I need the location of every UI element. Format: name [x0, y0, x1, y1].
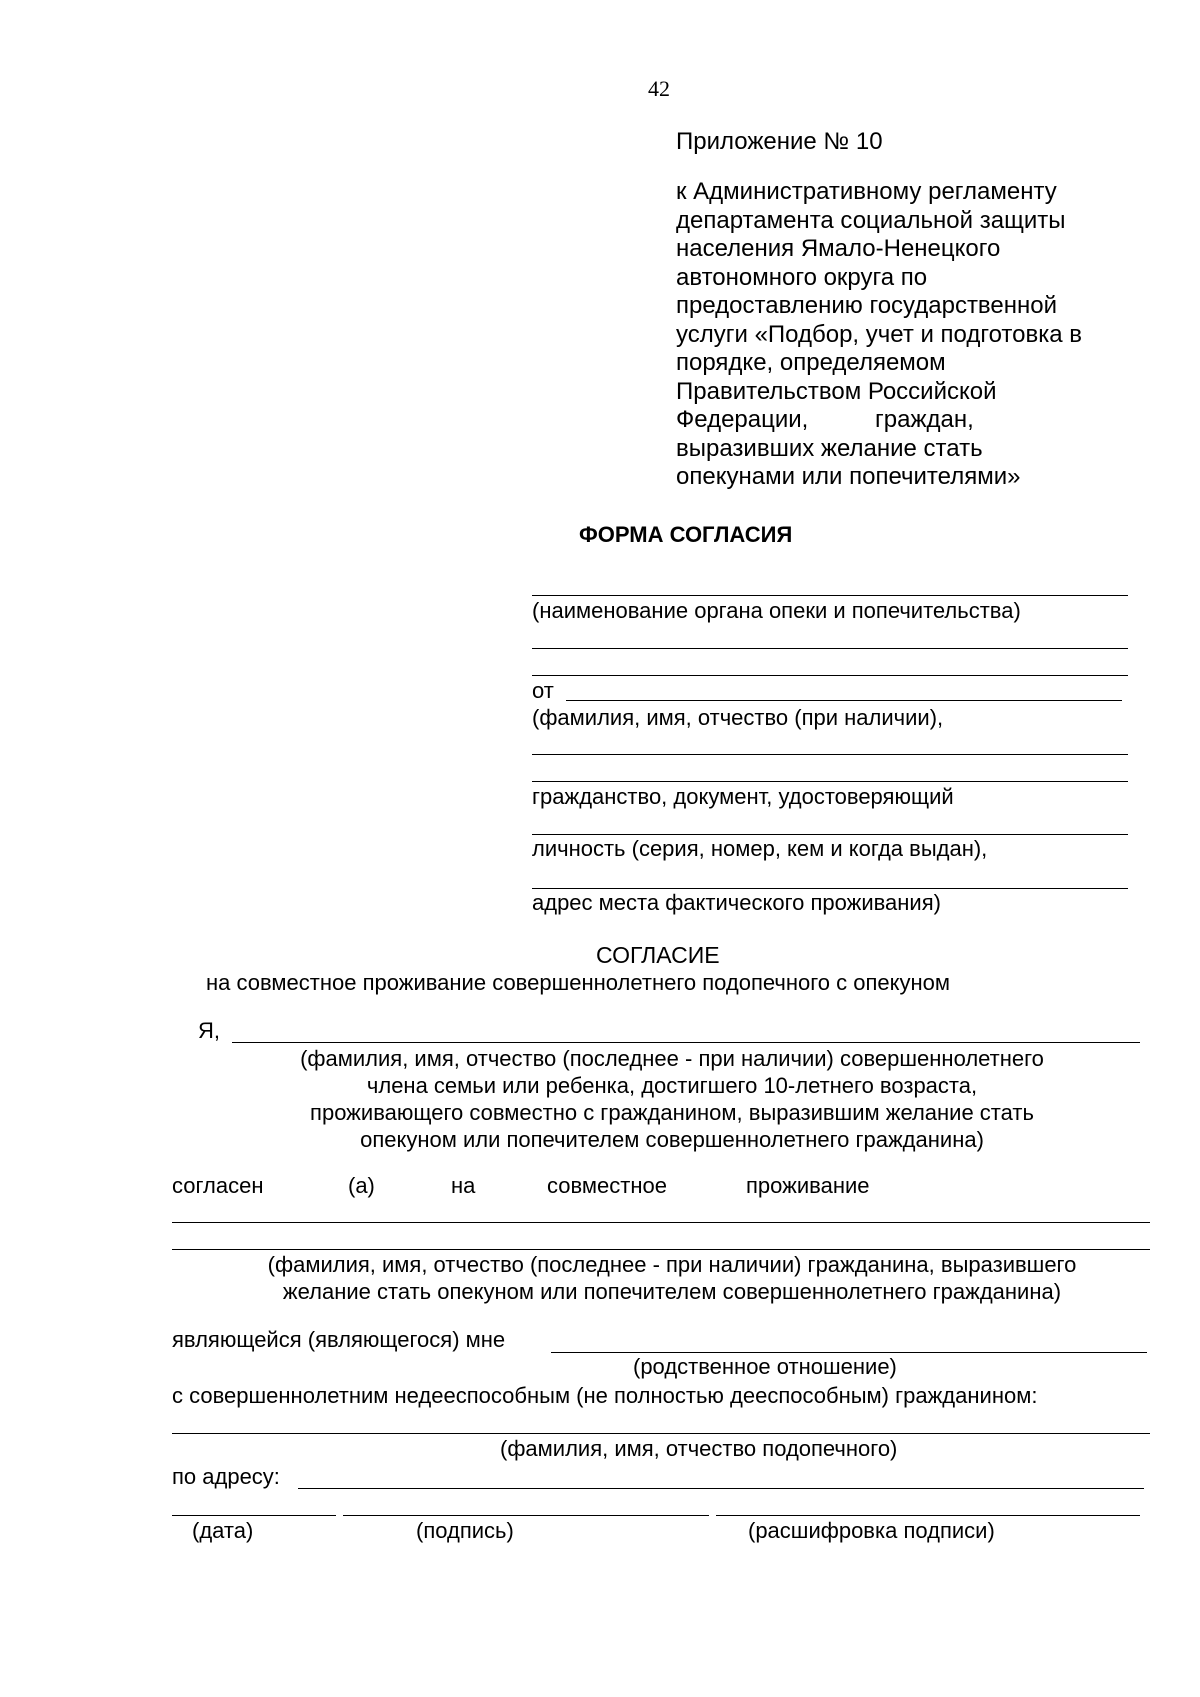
- member-caption-line: члена семьи или ребенка, достигшего 10-летнего возраста,: [366, 1073, 978, 1098]
- appendix-line: департамента социальной защиты: [676, 206, 1066, 234]
- member-name-line: [232, 1042, 1140, 1043]
- consent-subtitle: на совместное проживание совершеннолетнего подопечного с опекуном: [206, 970, 950, 995]
- consent-title: СОГЛАСИЕ: [596, 942, 720, 968]
- agree-word: совместное: [547, 1173, 667, 1198]
- address-label: по адресу:: [172, 1464, 280, 1489]
- citizenship-line: [532, 781, 1128, 782]
- fio-line: [532, 754, 1128, 755]
- guardian-name-line: [172, 1222, 1150, 1223]
- ward-address-line: [298, 1488, 1144, 1489]
- appendix-title: Приложение № 10: [676, 128, 883, 155]
- date-caption: (дата): [192, 1518, 254, 1543]
- agree-word: проживание: [746, 1173, 870, 1198]
- i-label: Я,: [198, 1018, 220, 1043]
- agree-word: согласен: [172, 1173, 264, 1198]
- form-title: ФОРМА СОГЛАСИЯ: [579, 522, 793, 547]
- guardian-caption-line: (фамилия, имя, отчество (последнее - при наличии) гражданина, выразившего: [267, 1252, 1077, 1277]
- agree-word: на: [451, 1173, 476, 1198]
- signature-line: [343, 1515, 709, 1516]
- ward-caption: (фамилия, имя, отчество подопечного): [500, 1436, 898, 1461]
- authority-name-line-2: [532, 648, 1128, 649]
- guardian-name-line-2: [172, 1249, 1150, 1250]
- appendix-line: автономного округа по: [676, 263, 928, 291]
- from-line: [566, 700, 1122, 701]
- date-line: [172, 1515, 336, 1516]
- member-caption-line: (фамилия, имя, отчество (последнее - при наличии) совершеннолетнего: [300, 1046, 1044, 1071]
- address-line: [532, 888, 1128, 889]
- ward-text: с совершеннолетним недееспособным (не полностью дееспособным) гражданином:: [172, 1383, 1038, 1408]
- appendix-line: услуги «Подбор, учет и подготовка в: [676, 320, 1083, 348]
- member-caption-line: опекуном или попечителем совершеннолетнего гражданина): [360, 1127, 984, 1152]
- appendix-line: Правительством Российской: [676, 377, 997, 405]
- guardian-caption-line: желание стать опекуном или попечителем совершеннолетнего гражданина): [282, 1279, 1062, 1304]
- ward-name-line: [172, 1433, 1150, 1434]
- authority-name-line: [532, 595, 1128, 596]
- from-label: от: [532, 678, 554, 703]
- fio-caption: (фамилия, имя, отчество (при наличии),: [532, 705, 944, 730]
- appendix-line: опекунами или попечителями»: [676, 463, 1021, 490]
- decoding-line: [716, 1515, 1140, 1516]
- page-number: 42: [648, 76, 670, 101]
- identity-line: [532, 834, 1128, 835]
- appendix-line: населения Ямало-Ненецкого: [676, 235, 1001, 262]
- citizenship-caption: гражданство, документ, удостоверяющий: [532, 784, 954, 809]
- relation-line: [551, 1352, 1147, 1353]
- appendix-line: порядке, определяемом: [676, 349, 946, 376]
- member-caption-line: проживающего совместно с гражданином, выразившим желание стать: [310, 1100, 1034, 1125]
- relation-label: являющейся (являющегося) мне: [172, 1327, 506, 1352]
- address-caption: адрес места фактического проживания): [532, 890, 941, 915]
- authority-caption: (наименование органа опеки и попечительства): [532, 598, 1021, 623]
- authority-name-line-3: [532, 675, 1128, 676]
- agree-word: (а): [348, 1173, 375, 1198]
- relation-caption: (родственное отношение): [633, 1354, 897, 1379]
- decoding-caption: (расшифровка подписи): [748, 1518, 995, 1543]
- appendix-line: выразивших желание стать: [676, 434, 983, 462]
- appendix-line: предоставлению государственной: [676, 292, 1058, 319]
- identity-caption: личность (серия, номер, кем и когда выдан),: [532, 836, 988, 861]
- appendix-line: Федерации, граждан,: [676, 406, 974, 433]
- appendix-line: к Административному регламенту: [676, 178, 1057, 205]
- signature-caption: (подпись): [416, 1518, 514, 1543]
